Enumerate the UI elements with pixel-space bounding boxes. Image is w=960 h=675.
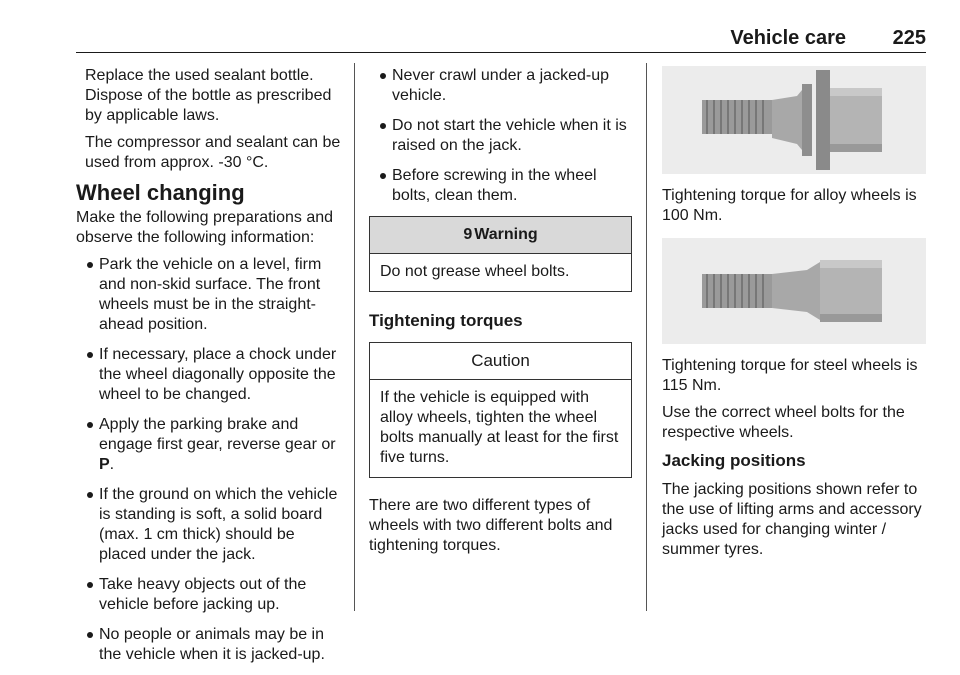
- page-number: 225: [892, 27, 926, 49]
- list-item: Before screwing in the wheel bolts, clean them.: [369, 166, 632, 206]
- gear-p-symbol: P: [99, 456, 110, 473]
- list-item: Apply the parking brake and engage first gear, reverse gear or P.: [76, 415, 341, 475]
- column-right: [662, 66, 926, 567]
- caution-text: If the vehicle is equipped with alloy wheels, tighten the wheel bolts manually at least for the first five turns.: [380, 389, 619, 466]
- steel-wheel-bolt-image: [662, 238, 926, 344]
- list-item: Never crawl under a jacked-up vehicle.: [369, 66, 632, 106]
- steel-torque-caption: Tightening torque for steel wheels is 115 Nm.: [662, 357, 918, 394]
- safety-list: [369, 66, 632, 206]
- bullet-icon: [380, 173, 386, 179]
- section-intro: Make the following preparations and observe the following information:: [76, 209, 334, 246]
- wheel-types-text: There are two different types of wheels with two different bolts and tightening torques.: [369, 497, 613, 554]
- warning-title: Warning: [474, 226, 538, 243]
- warning-header: [370, 217, 631, 254]
- bolt-thread: [702, 274, 772, 308]
- section-heading-wheel-changing: Wheel changing: [76, 180, 245, 205]
- warning-text: Do not grease wheel bolts.: [380, 263, 570, 280]
- preparation-list: [76, 255, 341, 665]
- section-heading-tightening-torques: Tightening torques: [369, 311, 523, 330]
- list-item: If necessary, place a chock under the wheel diagonally opposite the wheel to be changed.: [76, 345, 341, 405]
- sealant-temperature-text: The compressor and sealant can be used from approx. -30 °C.: [85, 134, 341, 171]
- bullet-icon: [87, 422, 93, 428]
- alloy-torque-caption: Tightening torque for alloy wheels is 100 Nm.: [662, 187, 917, 224]
- column-middle: [369, 66, 632, 563]
- section-heading-jacking-positions: Jacking positions: [662, 451, 806, 470]
- sealant-disposal-text: Replace the used sealant bottle. Dispose of the bottle as prescribed by applicable laws.: [85, 67, 332, 124]
- bullet-icon: [87, 632, 93, 638]
- caution-title: Caution: [370, 343, 631, 380]
- bolt-thread: [702, 100, 772, 134]
- list-item: Take heavy objects out of the vehicle before jacking up.: [76, 575, 341, 615]
- list-item: No people or animals may be in the vehicle when it is jacked-up.: [76, 625, 341, 665]
- bullet-icon: [87, 582, 93, 588]
- column-divider: [354, 63, 355, 611]
- column-left: [76, 66, 341, 675]
- list-item: Do not start the vehicle when it is raised on the jack.: [369, 116, 632, 156]
- warning-box: [369, 216, 632, 292]
- bullet-icon: [380, 73, 386, 79]
- bullet-icon: [380, 123, 386, 129]
- page-header: [76, 26, 926, 53]
- caution-box: [369, 342, 632, 478]
- warning-icon: 9: [463, 226, 473, 243]
- bullet-icon: [87, 492, 93, 498]
- bullet-icon: [87, 262, 93, 268]
- list-item: Park the vehicle on a level, firm and non-skid surface. The front wheels must be in the straight-ahead position.: [76, 255, 341, 335]
- column-divider: [646, 63, 647, 611]
- chapter-title: Vehicle care: [730, 27, 846, 49]
- bullet-icon: [87, 352, 93, 358]
- alloy-wheel-bolt-image: [662, 66, 926, 174]
- jacking-positions-text: The jacking positions shown refer to the use of lifting arms and accessory jacks used for changing winter / summer tyres.: [662, 481, 922, 558]
- list-item: If the ground on which the vehicle is standing is soft, a solid board (max. 1 cm thick) should be placed under the jack.: [76, 485, 341, 565]
- correct-bolts-text: Use the correct wheel bolts for the respective wheels.: [662, 404, 905, 441]
